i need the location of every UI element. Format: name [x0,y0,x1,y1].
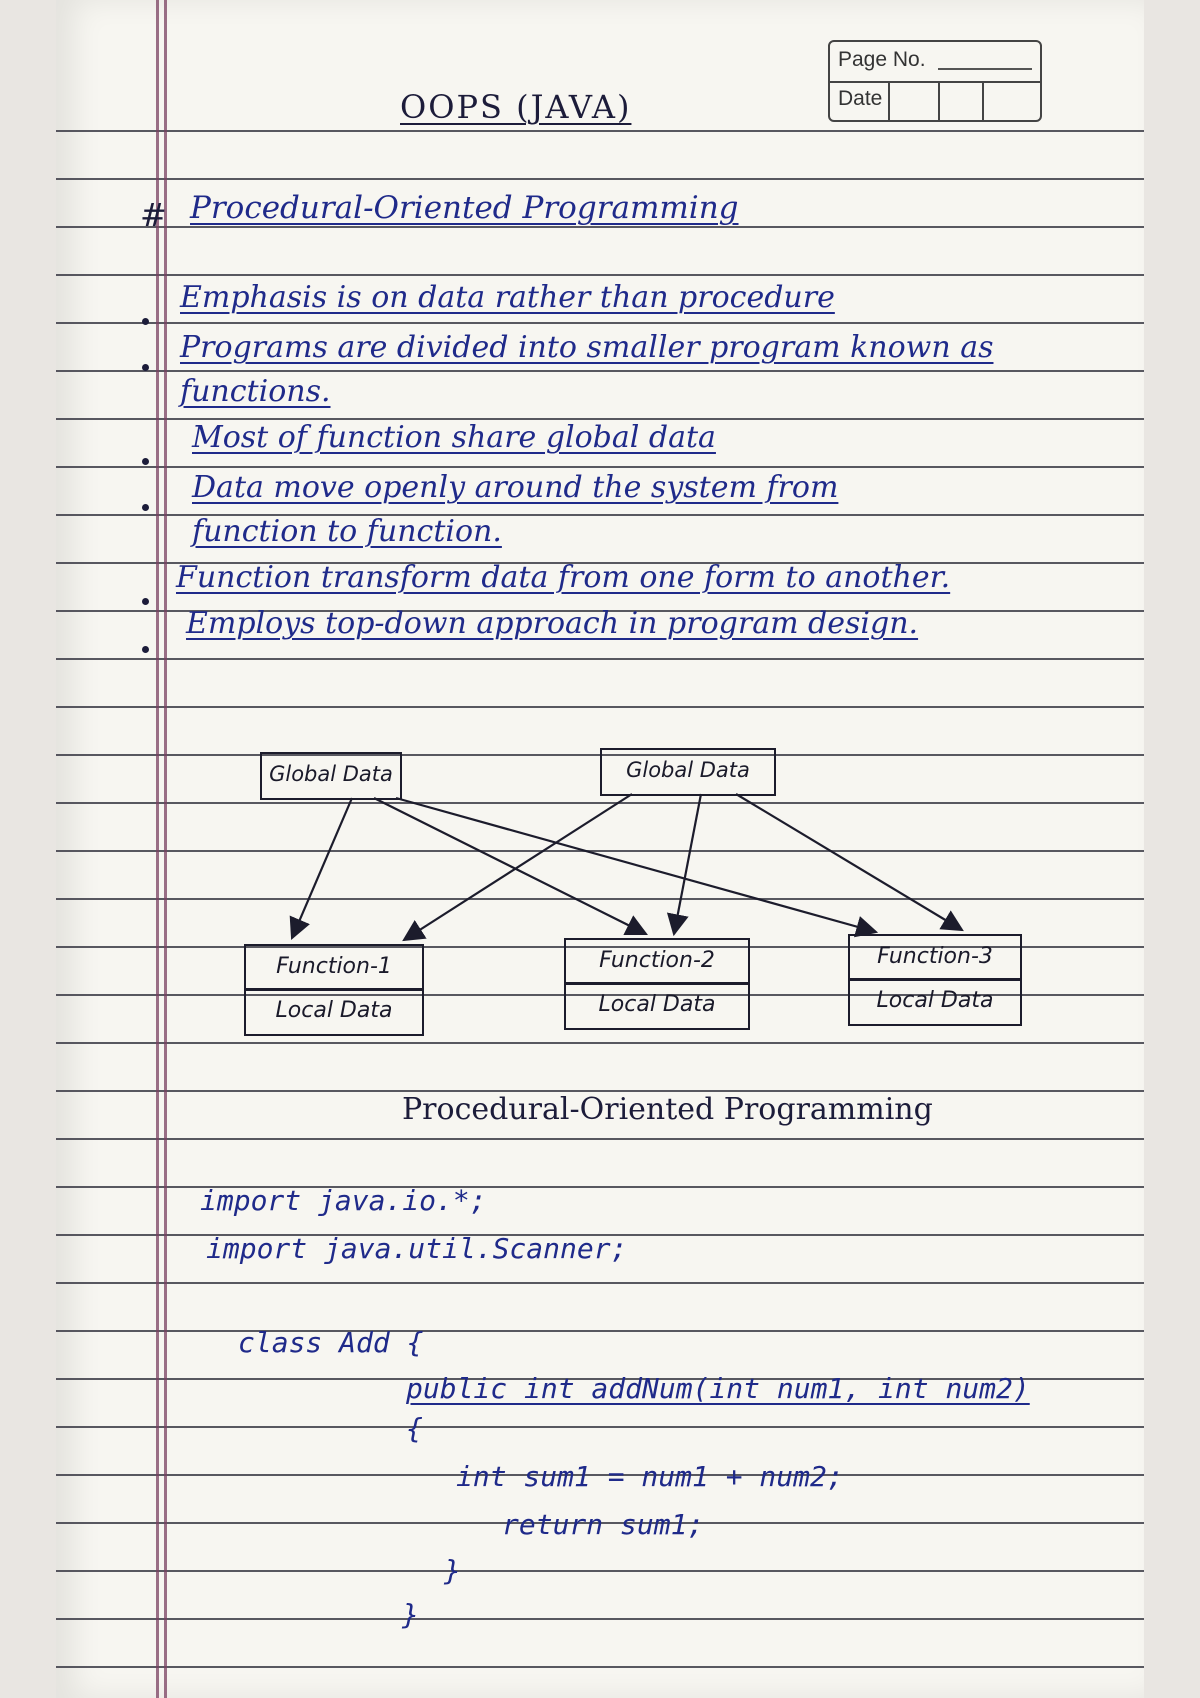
code-line: public int addNum(int num1, int num2) [406,1372,1030,1405]
arrow [374,798,646,934]
page-title: OOPS (JAVA) [400,88,632,126]
code-line: int sum1 = num1 + num2; [456,1460,844,1493]
code-line: } [444,1554,461,1587]
bullet-6: Employs top-down approach in program design. [186,606,919,641]
function-name: Function-2 [599,948,715,973]
code-line: import java.util.Scanner; [206,1232,628,1265]
bullet-4: Data move openly around the system from function to function. [192,470,839,549]
global-data-label: Global Data [626,758,750,782]
arrow [736,794,962,930]
bullet-1: Emphasis is on data rather than procedure [180,280,835,315]
arrow [674,794,701,934]
page-no-label: Page No. [838,48,926,71]
function-name: Function-1 [276,954,392,979]
diagram-caption: Procedural-Oriented Programming [402,1092,933,1127]
bullet-2: Programs are divided into smaller program known as functions. [180,330,994,409]
notebook-page [56,0,1144,1698]
arrow [292,798,352,938]
code-line: import java.io.*; [200,1184,487,1217]
code-line: } [402,1598,419,1631]
bullet-3: Most of function share global data [192,420,716,455]
section-heading: Procedural-Oriented Programming [190,190,739,226]
arrow [404,794,632,940]
local-data-label: Local Data [598,992,716,1017]
code-line: { [406,1412,423,1445]
arrow [396,798,876,932]
heading-mark: # [140,196,167,234]
local-data-label: Local Data [876,988,994,1013]
code-line: class Add { [238,1326,424,1359]
global-data-label: Global Data [269,762,393,786]
local-data-label: Local Data [275,998,393,1023]
date-label: Date [838,87,883,110]
function-name: Function-3 [877,944,993,969]
diagram-arrows [56,0,1144,1698]
bullet-5: Function transform data from one form to another. [176,560,951,595]
code-line: return sum1; [502,1508,705,1541]
